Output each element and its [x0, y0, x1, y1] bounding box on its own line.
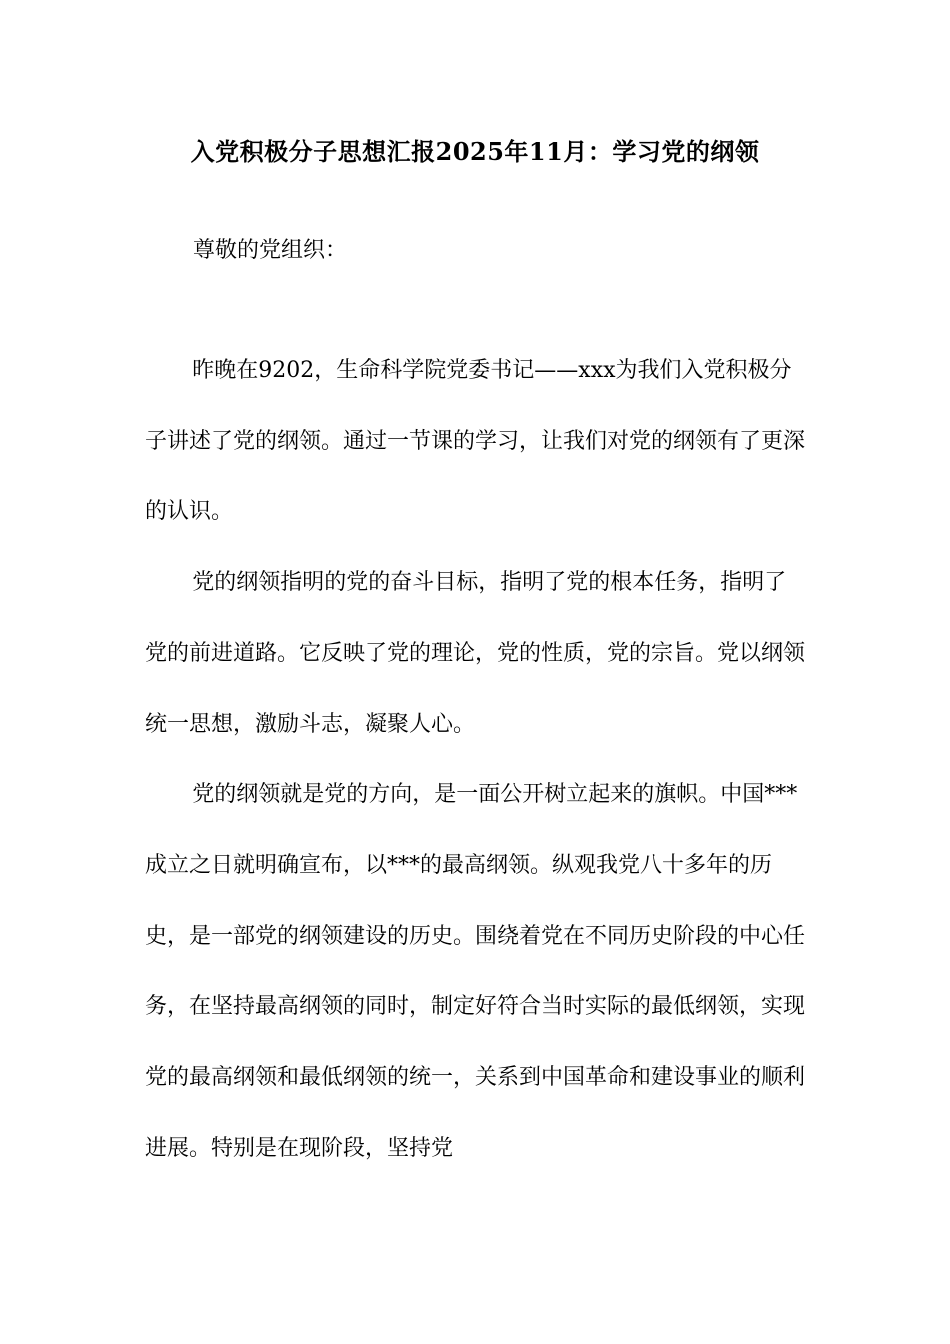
paragraph: 党的纲领指明的党的奋斗目标，指明了党的根本任务，指明了党的前进道路。它反映了党的理论，党的性质，党的宗旨。党以纲领统一思想，激励斗志，凝聚人心。: [145, 570, 806, 737]
page-title: 入党积极分子思想汇报2025年11月：学习党的纲领: [190, 137, 760, 166]
document-body: [145, 336, 807, 1184]
salutation: 尊敬的党组织：: [193, 238, 348, 263]
paragraph: 昨晚在9202，生命科学院党委书记——xxx为我们入党积极分子讲述了党的纲领。通过一节课的学习，让我们对党的纲领有了更深的认识。: [145, 358, 806, 525]
paragraph: 党的纲领就是党的方向，是一面公开树立起来的旗帜。中国***成立之日就明确宣布，以***的最高纲领。纵观我党八十多年的历史，是一部党的纲领建设的历史。围绕着党在不同历史阶段的中心任务，在坚持最高纲领的同时，制定好符合当时实际的最低纲领，实现党的最高纲领和最低纲领的统一，关系到中国革命和建设事业的顺利进展。特别是在现阶段，坚持党: [145, 782, 806, 1161]
